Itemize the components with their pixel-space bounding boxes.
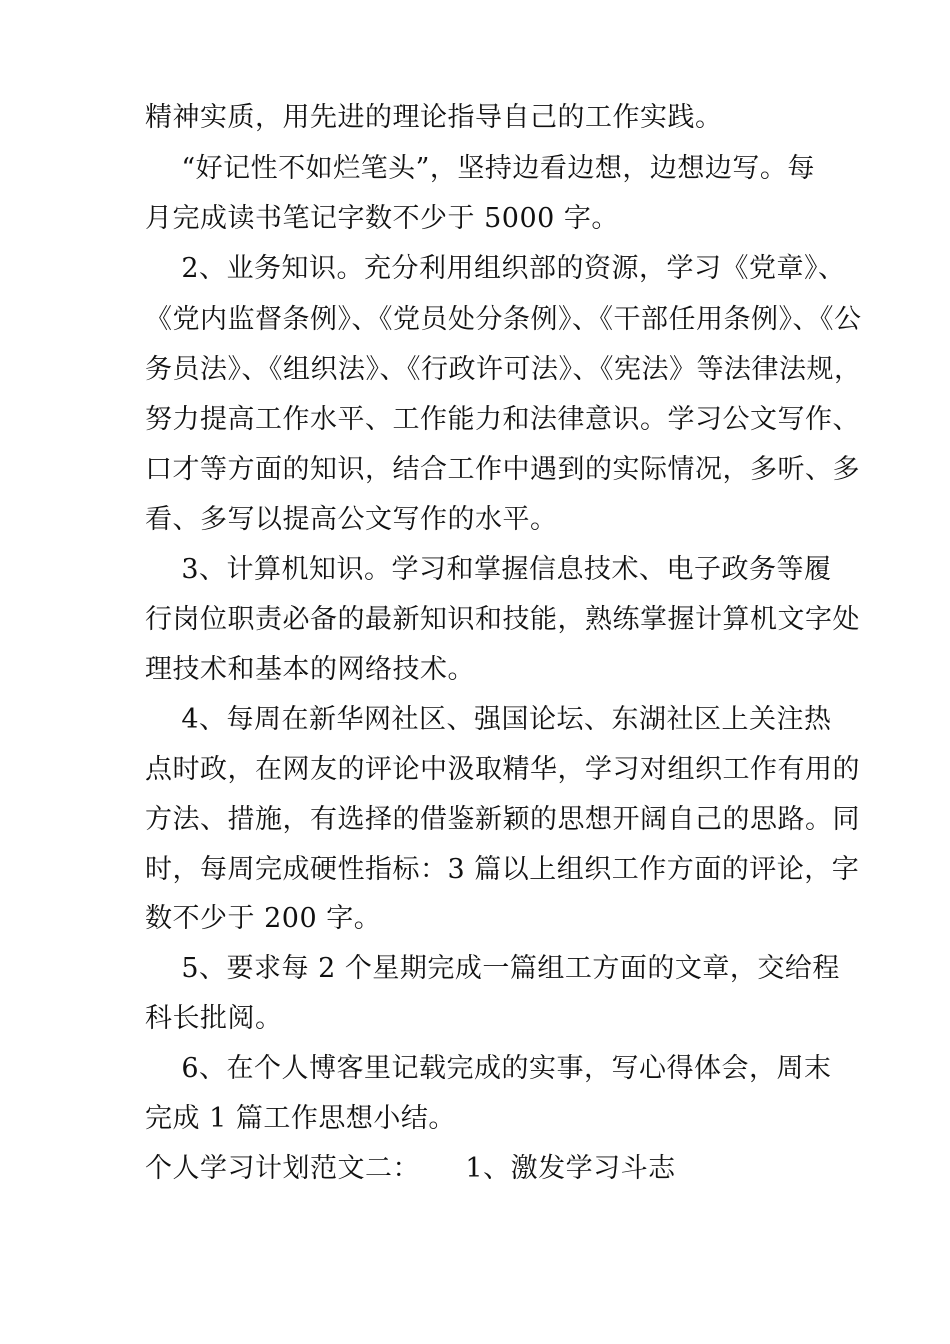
text-line: 2、业务知识。充分利用组织部的资源，学习《党章》、 [145, 253, 846, 284]
text-line: 数不少于 200 字。 [145, 903, 382, 934]
text-line: 3、计算机知识。学习和掌握信息技术、电子政务等履 [145, 554, 832, 585]
text-line: 点时政，在网友的评论中汲取精华，学习对组织工作有用的 [145, 754, 860, 785]
text-line: 方法、措施，有选择的借鉴新颖的思想开阔自己的思路。同 [145, 804, 860, 835]
text-line: 行岗位职责必备的最新知识和技能，熟练掌握计算机文字处 [145, 604, 860, 635]
section-heading-line: 个人学习计划范文二： 1、激发学习斗志 [145, 1153, 676, 1184]
text-line: 精神实质，用先进的理论指导自己的工作实践。 [145, 102, 723, 133]
text-line: 口才等方面的知识，结合工作中遇到的实际情况，多听、多 [145, 454, 860, 485]
text-line: 月完成读书笔记字数不少于 5000 字。 [145, 203, 619, 234]
text-line: 努力提高工作水平、工作能力和法律意识。学习公文写作、 [145, 404, 860, 435]
text-line: 科长批阅。 [145, 1003, 283, 1034]
text-line: “好记性不如烂笔头”，坚持边看边想，边想边写。每 [145, 153, 815, 184]
text-line: 4、每周在新华网社区、强国论坛、东湖社区上关注热 [145, 704, 832, 735]
text-line: 完成 1 篇工作思想小结。 [145, 1103, 456, 1134]
text-line: 时，每周完成硬性指标：3 篇以上组织工作方面的评论，字 [145, 854, 860, 885]
text-line: 务员法》、《组织法》、《行政许可法》、《宪法》等法律法规， [145, 354, 862, 385]
text-line: 《党内监督条例》、《党员处分条例》、《干部任用条例》、《公 [145, 304, 862, 335]
text-line: 理技术和基本的网络技术。 [145, 654, 475, 685]
text-line: 看、多写以提高公文写作的水平。 [145, 504, 558, 535]
text-line: 6、在个人博客里记载完成的实事，写心得体会，周末 [145, 1053, 832, 1084]
text-line: 5、要求每 2 个星期完成一篇组工方面的文章，交给程 [145, 953, 840, 984]
